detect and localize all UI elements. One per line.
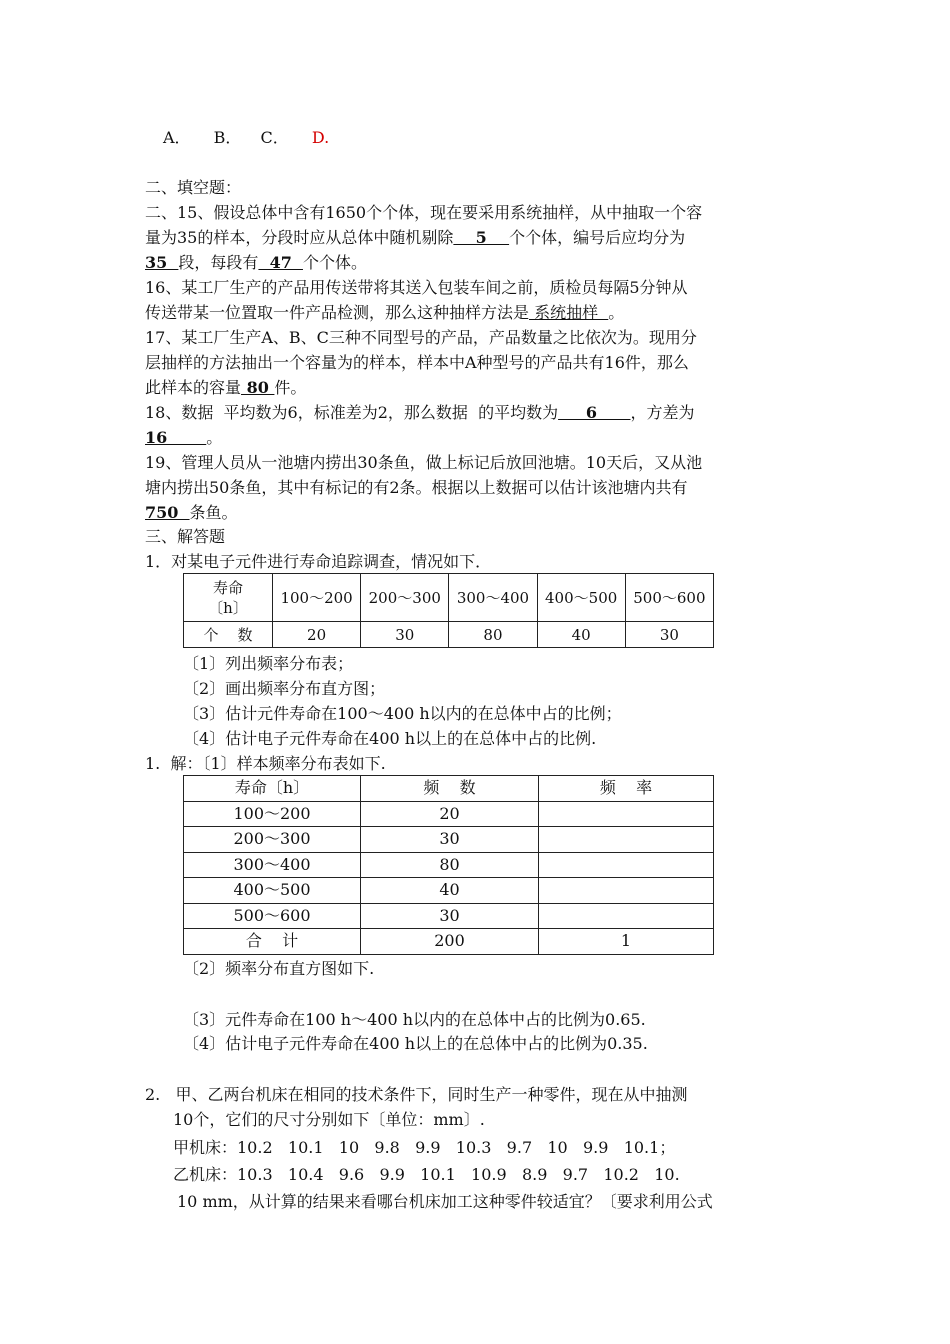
q17-answer: 80 xyxy=(241,378,275,397)
count-cell: 30 xyxy=(625,622,713,648)
q18-answer-variance: 16 xyxy=(145,428,207,447)
range-cell: 200～300 xyxy=(361,574,449,622)
count-cell: 20 xyxy=(361,801,539,827)
count-cell: 80 xyxy=(361,852,539,878)
table-row xyxy=(184,801,714,827)
q16-text: 传送带某一位置取一件产品检测，那么这种抽样方法是 xyxy=(145,303,530,322)
solution1-intro: 1. 解：〔1〕样本频率分布表如下. xyxy=(145,754,386,773)
solution1-step4: 〔4〕估计电子元件寿命在400 h以上的在总体中占的比例为0.35. xyxy=(183,1034,648,1053)
q17-text-2: 件。 xyxy=(274,378,307,397)
choice-b: B． xyxy=(213,128,242,147)
problem1-sub2: 〔2〕画出频率分布直方图； xyxy=(183,679,386,698)
count-cell: 80 xyxy=(449,622,537,648)
q15-line2 xyxy=(145,226,685,250)
q17-line3 xyxy=(145,376,306,400)
q18-text-3: 。 xyxy=(206,428,223,447)
q17-line2: 层抽样的方法抽出一个容量为的样本，样本中A种型号的产品共有16件，那么 xyxy=(145,353,689,372)
q15-line3 xyxy=(145,251,367,275)
range-cell: 400～500 xyxy=(537,574,625,622)
header-count: 个 数 xyxy=(184,622,273,648)
answer-choices xyxy=(163,126,329,150)
problem1-sub3: 〔3〕估计元件寿命在100～400 h以内的在总体中占的比例； xyxy=(183,704,622,723)
q18-line2 xyxy=(145,426,222,450)
freq-cell xyxy=(539,878,714,904)
q18-text: 18、数据 平均数为6，标准差为2，那么数据 的平均数为 xyxy=(145,403,559,422)
section2-title: 二、填空题： xyxy=(145,178,242,197)
section3-title: 三、解答题 xyxy=(145,527,226,546)
q18-text-2: ，方差为 xyxy=(630,403,695,422)
solution1-step2: 〔2〕频率分布直方图如下. xyxy=(183,959,375,978)
q17-text: 此样本的容量 xyxy=(145,378,242,397)
q15-text: 量为35的样本，分段时应从总体中随机剔除 xyxy=(145,228,454,247)
count-cell: 30 xyxy=(361,622,449,648)
q16-line1: 16、某工厂生产的产品用传送带将其送入包装车间之前，质检员每隔5分钟从 xyxy=(145,278,688,297)
problem2-line5: 10 mm，从计算的结果来看哪台机床加工这种零件较适宜？〔要求利用公式 xyxy=(177,1192,713,1211)
q15-answer-segments: 35 xyxy=(145,253,179,272)
table-row xyxy=(184,776,714,802)
count-cell: 30 xyxy=(361,903,539,929)
problem2-line1: 2. 甲、乙两台机床在相同的技术条件下，同时生产一种零件，现在从中抽测 xyxy=(145,1085,688,1104)
problem2-machine-b: 乙机床：10.3 10.4 9.6 9.9 10.1 10.9 8.9 9.7 10.2 10. xyxy=(173,1165,680,1184)
q16-line2 xyxy=(145,301,624,325)
q15-line1: 二、15、假设总体中含有1650个个体，现在要采用系统抽样，从中抽取一个容 xyxy=(145,203,703,222)
freq-cell xyxy=(539,801,714,827)
table-row xyxy=(184,852,714,878)
count-cell: 40 xyxy=(361,878,539,904)
q15-text-3: 段，每段有 xyxy=(178,253,259,272)
freq-cell xyxy=(539,827,714,853)
q16-answer: 系统抽样 xyxy=(529,303,609,322)
q17-line1: 17、某工厂生产A、B、C三种不同型号的产品，产品数量之比依次为。现用分 xyxy=(145,328,697,347)
choice-a: A． xyxy=(163,128,191,147)
q15-text-2: 个个体，编号后应均分为 xyxy=(509,228,686,247)
q15-text-4: 个个体。 xyxy=(302,253,367,272)
q15-answer-remove: 5 xyxy=(453,228,510,247)
table-row xyxy=(184,827,714,853)
range-cell: 300～400 xyxy=(449,574,537,622)
table-row xyxy=(184,878,714,904)
choice-d-correct: D. xyxy=(311,128,330,147)
header-frequency-rate: 频 率 xyxy=(539,776,714,802)
q15-answer-per-segment: 47 xyxy=(258,253,303,272)
table-row xyxy=(184,622,714,648)
header-lifetime: 寿命〔h〕 xyxy=(184,776,361,802)
range-cell: 100～200 xyxy=(273,574,361,622)
lifetime-survey-table xyxy=(183,573,714,648)
q19-line2: 塘内捞出50条鱼，其中有标记的有2条。根据以上数据可以估计该池塘内共有 xyxy=(145,478,688,497)
table-row xyxy=(184,903,714,929)
header-frequency-count: 频 数 xyxy=(361,776,539,802)
range-cell: 300～400 xyxy=(184,852,361,878)
problem2-line2: 10个，它们的尺寸分别如下〔单位：mm〕. xyxy=(173,1110,485,1129)
problem1-intro: 1．对某电子元件进行寿命追踪调查，情况如下． xyxy=(145,552,492,571)
q18-line1 xyxy=(145,401,695,425)
count-cell: 40 xyxy=(537,622,625,648)
solution1-step3: 〔3〕元件寿命在100 h～400 h以内的在总体中占的比例为0.65. xyxy=(183,1010,646,1029)
choice-c: C． xyxy=(260,128,289,147)
table-row xyxy=(184,929,714,955)
q19-line3 xyxy=(145,501,238,525)
total-freq: 1 xyxy=(539,929,714,955)
q18-answer-mean: 6 xyxy=(558,403,631,422)
q16-text-2: 。 xyxy=(608,303,625,322)
q19-answer: 750 xyxy=(145,503,190,522)
frequency-distribution-table xyxy=(183,775,714,955)
range-cell: 200～300 xyxy=(184,827,361,853)
header-lifetime xyxy=(184,574,273,622)
count-cell: 20 xyxy=(273,622,361,648)
header-lifetime-line1: 寿命 xyxy=(212,578,243,597)
freq-cell xyxy=(539,903,714,929)
total-count: 200 xyxy=(361,929,539,955)
range-cell: 500～600 xyxy=(184,903,361,929)
problem2-machine-a: 甲机床：10.2 10.1 10 9.8 9.9 10.3 9.7 10 9.9 10.1； xyxy=(173,1138,676,1157)
range-cell: 100～200 xyxy=(184,801,361,827)
total-label: 合 计 xyxy=(184,929,361,955)
count-cell: 30 xyxy=(361,827,539,853)
problem1-sub4: 〔4〕估计电子元件寿命在400 h以上的在总体中占的比例. xyxy=(183,729,597,748)
table-row xyxy=(184,574,714,622)
header-lifetime-line2: 〔h〕 xyxy=(208,598,248,617)
problem1-sub1: 〔1〕列出频率分布表； xyxy=(183,654,354,673)
q19-line1: 19、管理人员从一池塘内捞出30条鱼，做上标记后放回池塘。10天后，又从池 xyxy=(145,453,703,472)
freq-cell xyxy=(539,852,714,878)
range-cell: 500～600 xyxy=(625,574,713,622)
range-cell: 400～500 xyxy=(184,878,361,904)
q19-text: 条鱼。 xyxy=(189,503,238,522)
